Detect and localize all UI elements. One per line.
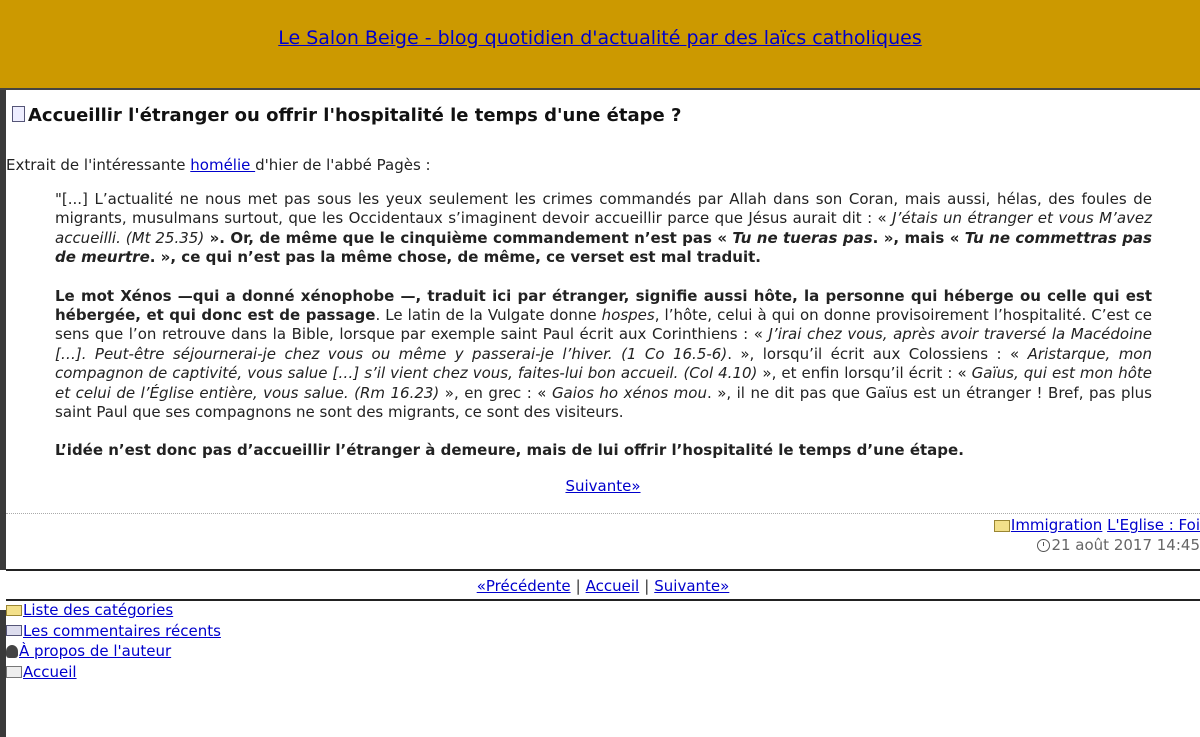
category-immigration-link[interactable]: Immigration bbox=[1010, 516, 1103, 534]
folder-icon bbox=[994, 520, 1010, 532]
p1-bold bbox=[55, 229, 1152, 266]
post-meta bbox=[994, 515, 1200, 555]
p2-bold: Le mot Xénos —qui a donné xénophobe —, traduit ici par étranger, signifie aussi hôte, la personne qui héberge ou celle qui est hébergée, et qui donc est de passage bbox=[55, 286, 1152, 325]
p1-bold-text: ». Or, de même que le cinquième commandement n’est pas « bbox=[204, 228, 733, 247]
post-intro bbox=[6, 156, 431, 174]
category-eglise-link[interactable]: L'Eglise : Foi bbox=[1107, 516, 1200, 534]
p2-text-2: , l’hôte, celui à qui on donne provisoirement l’hospitalité. C’est ce sens que l’on retrouve dans la Bible, lorsque par exemple saint Paul écrit aux Corinthiens : « bbox=[55, 306, 1152, 344]
next-post-link[interactable]: Suivante» bbox=[565, 477, 641, 495]
p2-text-4: », et enfin lorsqu’il écrit : « bbox=[757, 364, 972, 383]
p2-citation-2: Aristarque, mon compagnon de captivité, vous salue […] s’il vient chez vous, faites-lui bon accueil. (Col 4.10) bbox=[55, 344, 1152, 383]
post-title bbox=[12, 105, 681, 126]
homelie-link[interactable]: homélie bbox=[190, 156, 256, 174]
p2-text-5: », en grec : « bbox=[439, 383, 552, 402]
dotted-divider bbox=[6, 513, 1200, 514]
folder-icon bbox=[6, 605, 22, 616]
post-date-text: 21 août 2017 14:45 bbox=[1051, 536, 1200, 554]
sidebar-item-comments bbox=[6, 621, 221, 642]
sidebar-item-categories bbox=[6, 600, 221, 621]
p1-citation: J’étais un étranger et vous M’avez accueilli. (Mt 25.35) bbox=[55, 209, 1152, 247]
post-date bbox=[994, 535, 1200, 555]
p2-citation-3: Gaïus, qui est mon hôte et celui de l’Église entière, vous salue. (Rm 16.23) bbox=[55, 364, 1152, 402]
p2-text: . Le latin de la Vulgate donne bbox=[375, 306, 602, 325]
pagination-bar bbox=[6, 569, 1200, 601]
home-icon bbox=[6, 666, 22, 678]
next-link[interactable]: Suivante» bbox=[654, 577, 730, 595]
post-next bbox=[0, 477, 1200, 495]
categories-link[interactable]: Liste des catégories bbox=[23, 601, 174, 619]
p2-italic: hospes bbox=[601, 306, 655, 325]
sidebar-item-about bbox=[6, 641, 221, 662]
previous-link[interactable]: «Précédente bbox=[476, 577, 571, 595]
post-categories bbox=[994, 515, 1200, 535]
quote-paragraph-1 bbox=[55, 190, 1152, 268]
quote-paragraph-3 bbox=[55, 441, 1152, 460]
intro-text: Extrait de l'intéressante bbox=[6, 156, 191, 174]
site-title-link[interactable]: Le Salon Beige - blog quotidien d'actualité par des laïcs catholiques bbox=[278, 27, 922, 49]
post-quote bbox=[55, 190, 1152, 480]
sidebar-item-home bbox=[6, 662, 221, 683]
p1-bold-italic: Tu ne tueras pas bbox=[732, 228, 873, 247]
nav-separator: | bbox=[575, 577, 581, 595]
p1-bold-text-3: . », ce qui n’est pas la même chose, de même, ce verset est mal traduit. bbox=[149, 248, 761, 267]
home-link[interactable]: Accueil bbox=[585, 577, 640, 595]
p1-bold-text-2: . », mais « bbox=[872, 228, 965, 247]
p2-text-6: . », il ne dit pas que Gaïus est un étranger ! Bref, pas plus saint Paul que ses compagnons ne sont des migrants, ce sont des visiteurs. bbox=[55, 383, 1152, 422]
p2-citation-1: J’irai chez vous, après avoir traversé la Macédoine […]. Peut-être séjournerai-je chez vous ou même y passerai-je l’hiver. (1 Co 16.5-6) bbox=[55, 325, 1152, 363]
user-icon bbox=[6, 645, 18, 658]
site-banner bbox=[0, 0, 1200, 90]
p2-citation-4: Gaios ho xénos mou bbox=[551, 383, 707, 402]
recent-comments-link[interactable]: Les commentaires récents bbox=[23, 621, 221, 640]
post-title-text: Accueillir l'étranger ou offrir l'hospitalité le temps d'une étape ? bbox=[28, 105, 682, 126]
about-author-link[interactable]: À propos de l'auteur bbox=[19, 642, 172, 660]
p3-bold: L’idée n’est donc pas d’accueillir l’étranger à demeure, mais de lui offrir l’hospitalité le temps d’une étape. bbox=[55, 441, 964, 460]
document-icon bbox=[12, 106, 25, 122]
sidebar-links bbox=[6, 600, 221, 682]
p1-bold-italic-2: Tu ne commettras pas de meurtre bbox=[55, 228, 1152, 267]
intro-text-end: d'hier de l'abbé Pagès : bbox=[255, 156, 431, 174]
sidebar-home-link[interactable]: Accueil bbox=[23, 662, 77, 681]
p1-text: "[...] L’actualité ne nous met pas sous les yeux seulement les crimes commandés par Allah dans son Coran, mais aussi, hélas, des foules de migrants, musulmans surtout, que les Occidentaux s’imaginent devoir accueillir parce que Jésus aurait dit : « bbox=[55, 190, 1152, 228]
nav-separator-2: | bbox=[644, 577, 650, 595]
clock-icon bbox=[1037, 539, 1050, 552]
p2-text-3: . », lorsqu’il écrit aux Colossiens : « bbox=[727, 344, 1028, 363]
quote-paragraph-2 bbox=[55, 287, 1152, 423]
comment-icon bbox=[6, 625, 22, 636]
